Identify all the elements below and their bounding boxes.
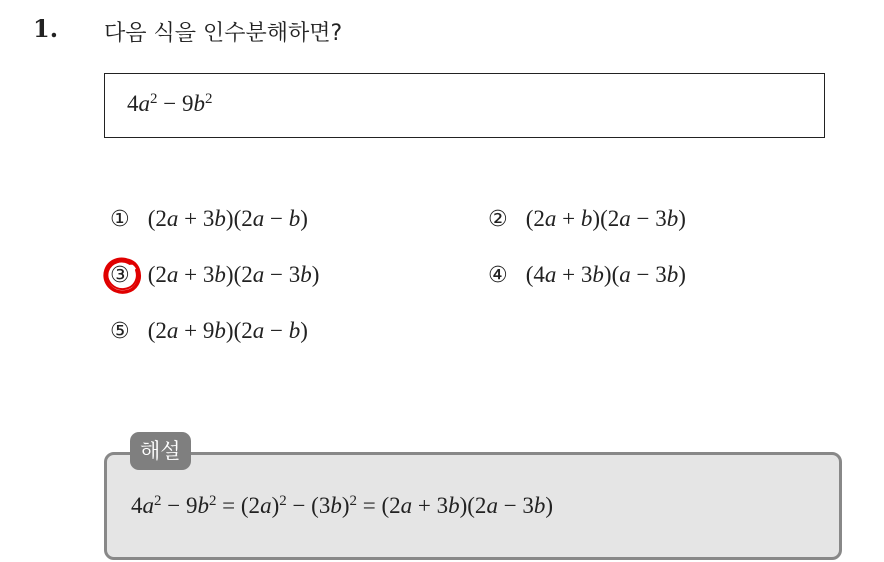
choice-1[interactable] xyxy=(110,206,308,232)
choice-number: ③ xyxy=(110,263,130,288)
solution-box xyxy=(104,452,842,560)
choice-4[interactable] xyxy=(488,262,686,288)
question-number: 1. xyxy=(33,14,59,43)
choice-text: (2a + b)(2a − 3b) xyxy=(525,206,686,231)
choice-2[interactable] xyxy=(488,206,686,232)
choice-text: (2a + 3b)(2a − 3b) xyxy=(147,262,320,287)
answer-mark-circle-icon xyxy=(102,256,144,296)
solution-label: 해설 xyxy=(130,432,191,470)
choice-number: ① xyxy=(110,207,130,232)
choice-text: (4a + 3b)(a − 3b) xyxy=(525,262,686,287)
expression: $4a^2 - 9b^2$ xyxy=(127,90,213,116)
expression-box xyxy=(104,73,825,138)
choice-text: (2a + 9b)(2a − b) xyxy=(147,318,308,343)
choice-number: ⑤ xyxy=(110,319,130,344)
solution-text: $4a^2 - 9b^2 = (2a)^2 - (3b)^2 = (2a + 3b)(2a - 3b)$ xyxy=(131,492,554,518)
choice-number: ② xyxy=(488,207,508,232)
choice-5[interactable] xyxy=(110,318,308,344)
choice-text: (2a + 3b)(2a − b) xyxy=(147,206,308,231)
choice-number: ④ xyxy=(488,263,508,288)
question-text: 다음 식을 인수분해하면? xyxy=(104,21,343,46)
